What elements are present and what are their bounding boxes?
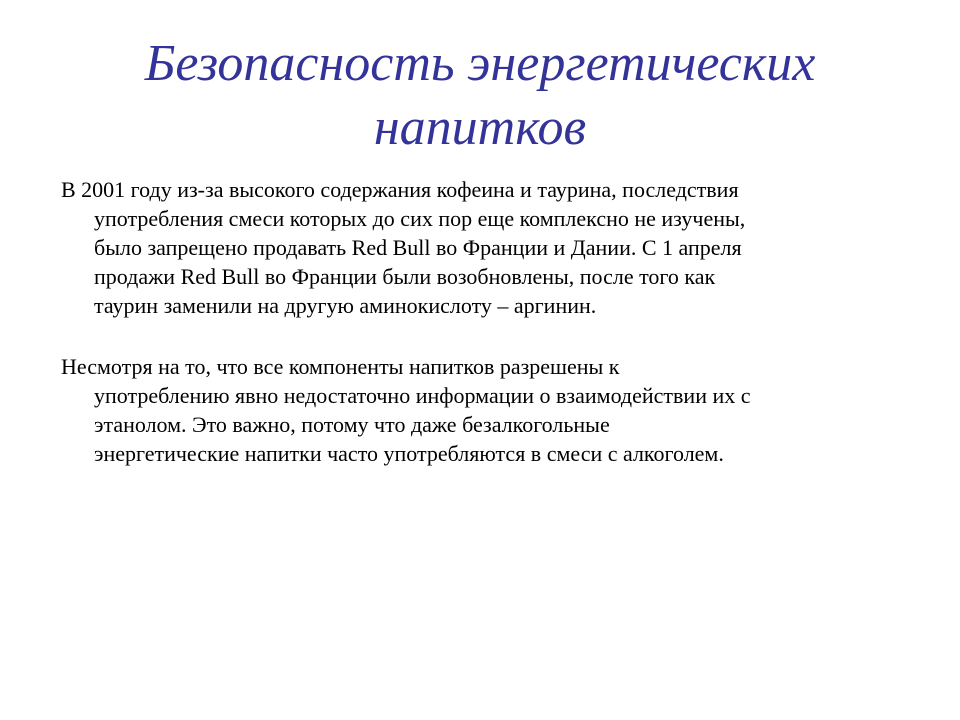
slide-body — [61, 175, 921, 468]
paragraph-ethanol-interaction: Несмотря на то, что все компоненты напитков разрешены к употреблению явно недостаточно информации о взаимодействии их с этанолом. Это важно, потому что даже безалкогольные энергетические напитки часто употребляются в смеси с алкоголем. — [61, 354, 751, 466]
slide-title-line-2: напитков — [373, 99, 587, 156]
paragraph-red-bull-ban: В 2001 году из-за высокого содержания кофеина и таурина, последствия употребления смеси которых до сих пор еще комплексно не изучены, было запрещено продавать Red Bull во Франции и Дании. С 1 апреля продажи Red Bull во Франции были возобновлены, после того как таурин заменили на другую аминокислоту – аргинин. — [61, 177, 746, 318]
slide-title-line-1: Безопасность энергетических — [144, 35, 816, 92]
slide-title — [80, 32, 880, 160]
